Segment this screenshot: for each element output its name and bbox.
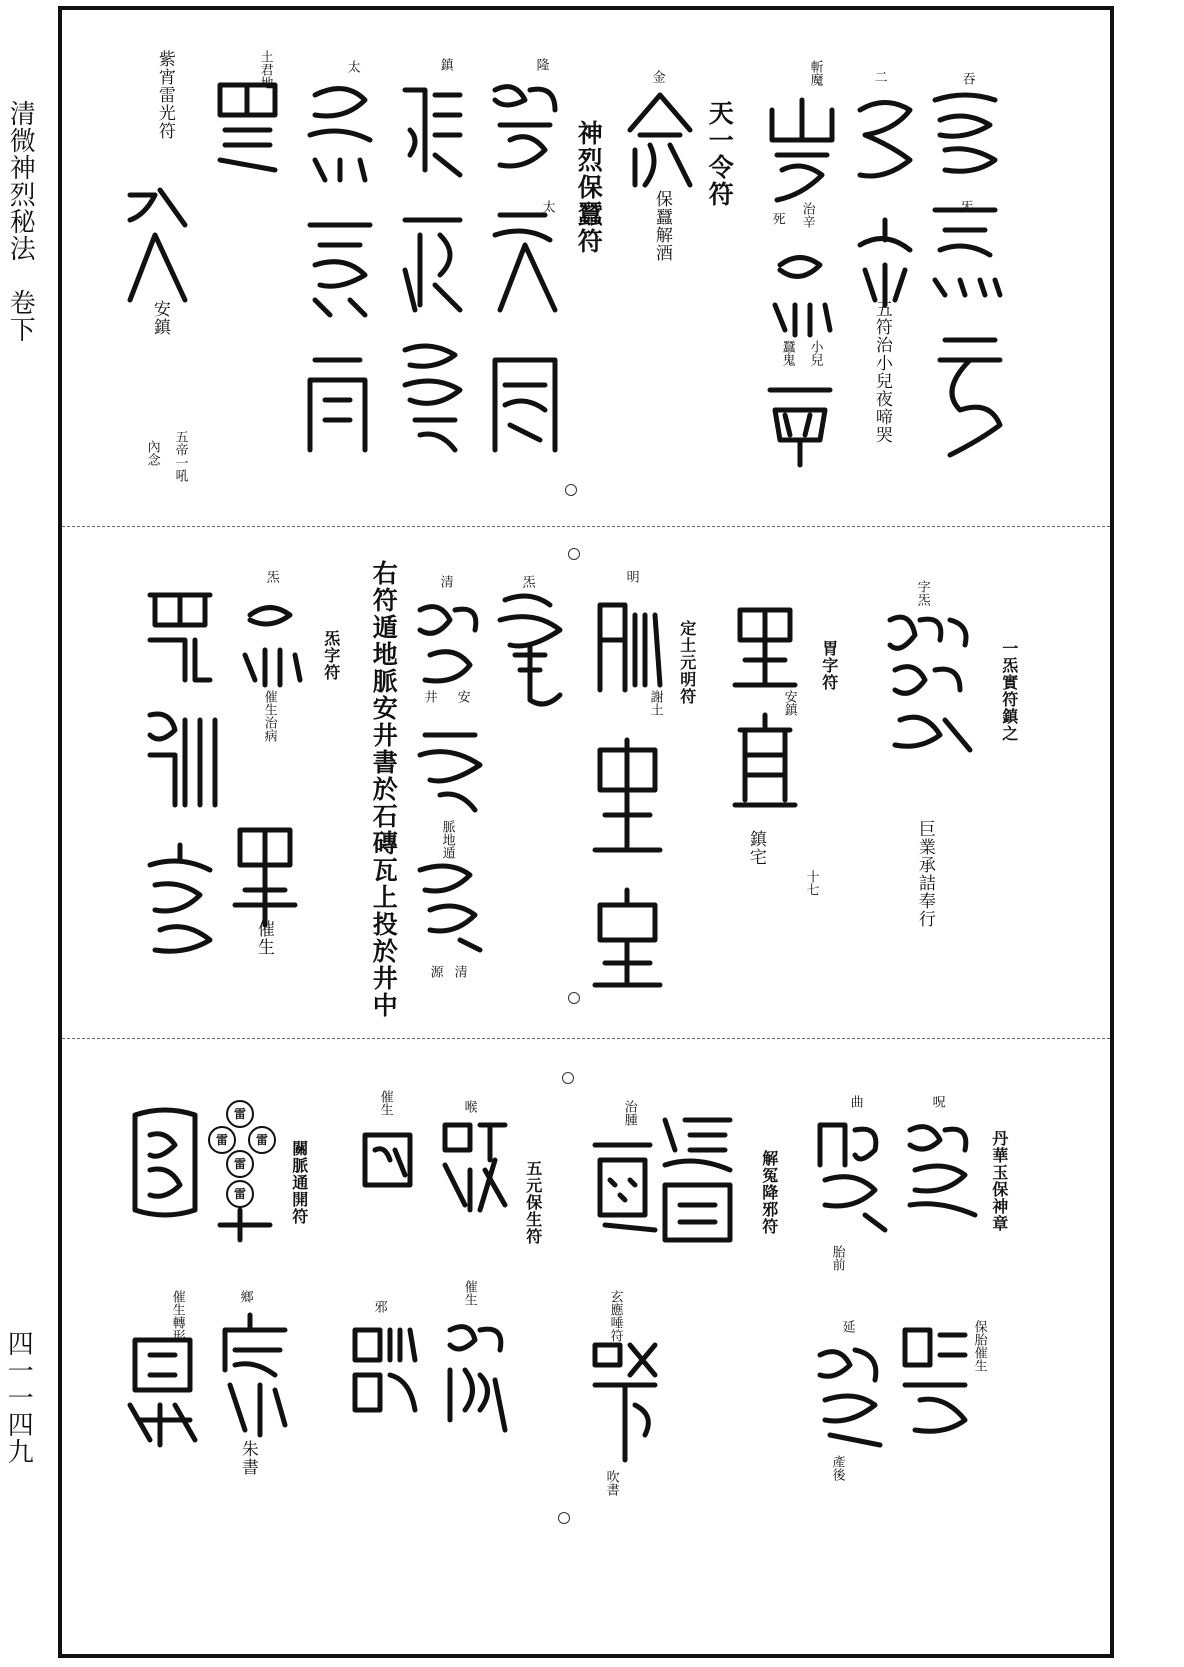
caption-chui-shu: 吹書 [603, 1470, 619, 1496]
caption-cui-sheng-c: 催生 [377, 1090, 393, 1116]
talisman-ding-tu-2 [590, 885, 665, 995]
caption-zhou: 呪 [929, 1095, 945, 1108]
talisman-lei-base [215, 1205, 275, 1245]
caption-ju-ye: 巨業承詰奉行 [914, 820, 935, 928]
seal-lei-4: 雷 [226, 1150, 254, 1178]
talisman-yi-qi [880, 610, 980, 760]
talisman-jie-yuan [655, 1110, 740, 1260]
caption-zhen-zhai: 鎮宅 [745, 830, 766, 866]
caption-chan-hou: 產後 [829, 1455, 845, 1481]
talisman-xie [345, 1320, 425, 1420]
caption-zhu-shu: 朱書 [237, 1440, 258, 1476]
talisman-si [765, 250, 835, 340]
caption-zi-xiao: 紫宵雷光符 [154, 50, 175, 140]
caption-er: 二 [871, 70, 887, 83]
caption-nei-nian: 內念 [144, 440, 160, 466]
talisman-heaven-one [620, 90, 700, 190]
seal-lei-5: 雷 [226, 1180, 254, 1208]
caption-xuan-ying: 玄應唾符 [607, 1290, 623, 1342]
caption-an-zhen-mid: 安鎮 [781, 690, 797, 716]
talisman-xuan-ying [585, 1335, 665, 1465]
caption-jing: 井 [421, 690, 437, 703]
talisman-zhou-2 [895, 1320, 975, 1440]
ring-mark-4 [562, 1072, 574, 1084]
caption-qing-2: 清 [451, 965, 467, 978]
heading-wu-yuan: 五元保生符 [523, 1160, 543, 1245]
caption-long: 隆 [533, 58, 549, 71]
caption-tai-top: 太 [539, 200, 555, 213]
caption-shi-qi: 十七 [803, 870, 819, 896]
caption-hou: 喉 [461, 1100, 477, 1113]
book-title: 清微神烈秘法 卷下 [5, 100, 36, 343]
talisman-er-top [850, 90, 920, 190]
caption-qi-zi-top: 炁 [263, 570, 279, 583]
caption-wu-di: 五帝一吼 [172, 430, 188, 482]
heading-heaven-one: 天一令符 [705, 100, 735, 208]
seal-lei-1: 雷 [226, 1100, 254, 1128]
talisman-qi-mid [490, 590, 570, 720]
caption-xie: 邪 [371, 1300, 387, 1313]
seal-lei-2: 雷 [208, 1126, 236, 1154]
caption-xie-tu: 謝土 [647, 690, 663, 716]
talisman-zhou [900, 1115, 980, 1225]
ring-mark-3 [568, 992, 580, 1004]
caption-qing: 清 [437, 575, 453, 588]
talisman-wei-zi-2 [730, 710, 800, 820]
talisman-qu [810, 1115, 890, 1235]
talisman-cun [925, 90, 1005, 180]
caption-bao-tai: 保胎催生 [971, 1320, 987, 1372]
caption-zhuan-xing: 催生轉形 [169, 1290, 185, 1342]
talisman-zhan-mo [762, 100, 842, 210]
caption-tai-qian: 胎前 [829, 1245, 845, 1271]
talisman-wei-zi [730, 600, 800, 690]
heading-guan-mai: 關脈通開符 [289, 1140, 309, 1225]
heading-jie-yuan: 解冤降邪符 [759, 1150, 779, 1235]
talisman-lei-bottom [140, 840, 220, 960]
talisman-lei-top [140, 585, 220, 685]
talisman-xiao-er [760, 380, 840, 470]
caption-cun: 吞 [959, 72, 975, 85]
talisman-long-2 [485, 200, 565, 320]
caption-cui-sheng-mid: 催生 [253, 920, 274, 956]
talisman-mai-di [410, 855, 490, 955]
caption-qu: 曲 [847, 1095, 863, 1108]
caption-si: 死 [769, 212, 785, 225]
caption-yan: 延 [839, 1320, 855, 1333]
talisman-zhuan-xing [120, 1330, 205, 1450]
caption-jun-tu: 土君地 [257, 50, 273, 89]
caption-tai: 太 [344, 60, 360, 73]
heading-wu-fu: 五符治小兒夜啼哭 [871, 300, 892, 444]
heading-ding-tu: 定土元明符 [677, 620, 697, 705]
caption-lian: 金 [649, 70, 665, 83]
talisman-qi-zi [235, 600, 305, 690]
talisman-tai [300, 80, 380, 190]
talisman-an [410, 720, 490, 820]
caption-qi-zi-small: 字炁 [914, 580, 930, 606]
caption-qi-small: 炁 [957, 200, 973, 213]
caption-zhan-mo: 斬魔 [807, 60, 823, 86]
heading-dan-hua: 丹華玉保神章 [989, 1130, 1009, 1232]
caption-an: 安 [454, 690, 470, 703]
heading-jin-gui: 蠶鬼 [779, 340, 795, 366]
talisman-cui-sheng-b [435, 1320, 515, 1440]
caption-zhen: 鎮 [437, 58, 453, 71]
caption-bao-can: 保蠶解酒 [651, 190, 672, 262]
caption-cui-sheng-b: 催生 [461, 1280, 477, 1306]
talisman-er [930, 330, 1010, 460]
talisman-zhi-zhong [585, 1135, 660, 1235]
talisman-yan [810, 1340, 890, 1450]
caption-an-zhen: 安鎮 [149, 300, 170, 336]
talisman-hou [435, 1115, 515, 1215]
talisman-ming [590, 595, 665, 695]
talisman-xiang [215, 1310, 295, 1440]
talisman-lei-mid [140, 705, 220, 815]
heading-wei-zi: 胃字符 [819, 640, 839, 691]
page-number: 四一一四九 [3, 1330, 34, 1465]
heading-yi-qi: 一炁實符鎮之 [999, 640, 1019, 742]
talisman-zhen [395, 80, 470, 190]
caption-qi-mid: 炁 [519, 575, 535, 588]
talisman-guan-mai [125, 1105, 205, 1225]
talisman-long [485, 80, 565, 180]
caption-mai-di: 脈地遁 [439, 820, 455, 859]
talisman-tai-3 [300, 350, 380, 460]
talisman-fu [850, 210, 920, 310]
ring-mark-2 [568, 548, 580, 560]
ring-mark [565, 484, 577, 496]
talisman-tai-2 [300, 210, 380, 320]
caption-xiao-er: 小兒 [807, 340, 823, 366]
seal-lei-3: 雷 [248, 1126, 276, 1154]
talisman-qi [925, 200, 1005, 310]
heading-you-fu: 右符遁地脈安井書於石磚瓦上投於井中 [369, 560, 399, 1019]
talisman-zhen-2 [395, 210, 470, 320]
section-divider-top [62, 526, 1110, 527]
talisman-zhen-3 [395, 340, 470, 460]
talisman-gui [485, 350, 565, 460]
ring-mark-5 [558, 1512, 570, 1524]
caption-xiang: 鄉 [237, 1290, 253, 1303]
talisman-an-zhen [115, 185, 195, 305]
caption-yuan: 源 [427, 965, 443, 978]
heading-shen-lie: 神烈保蠶符 [574, 120, 604, 255]
caption-ming: 明 [623, 570, 639, 583]
talisman-qing [410, 595, 490, 695]
talisman-ding-tu [590, 740, 665, 860]
talisman-jun-tu [210, 75, 285, 175]
caption-zhi-zhong: 治腫 [621, 1100, 637, 1126]
section-divider-bottom [62, 1038, 1110, 1039]
caption-zhi-bing: 催生治病 [261, 690, 277, 742]
talisman-cui-sheng [230, 820, 300, 930]
talisman-cui-sheng-c [355, 1130, 420, 1190]
caption-tai-ji: 治辛 [799, 202, 815, 228]
heading-qi-zi: 炁字符 [321, 630, 341, 681]
